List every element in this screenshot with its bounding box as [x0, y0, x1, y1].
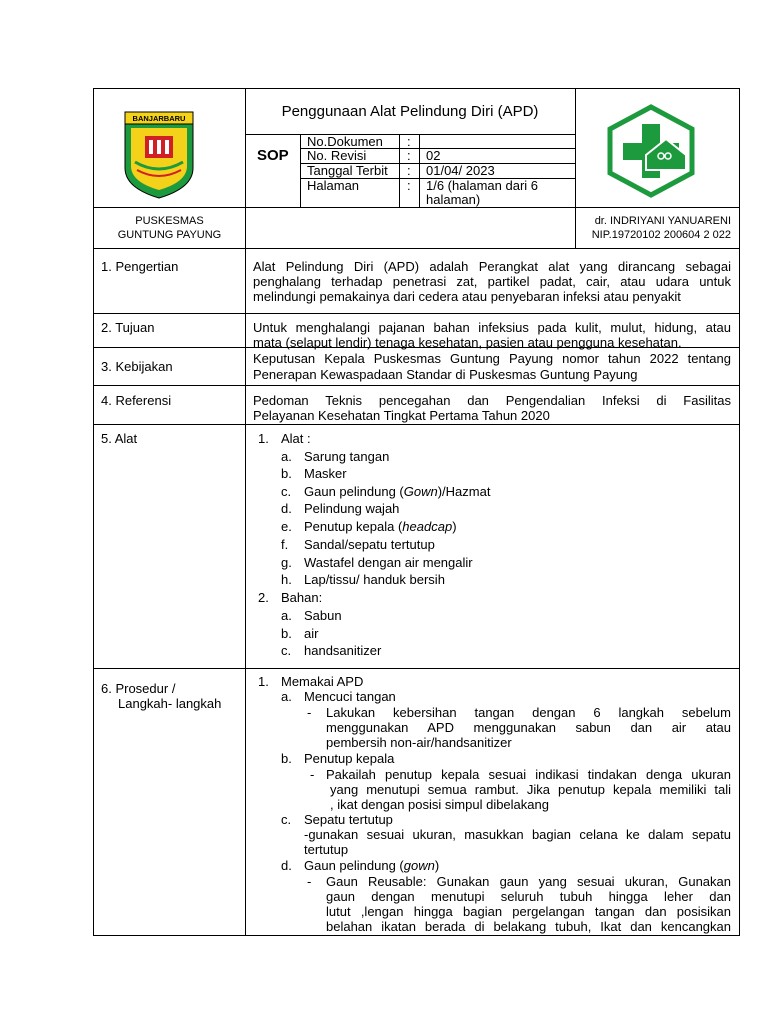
meta-value-halaman-1: 1/6 (halaman dari 6: [426, 178, 539, 193]
alat-item: Sandal/sepatu tertutup: [304, 537, 435, 552]
alat-group2-title: Bahan:: [281, 590, 323, 605]
alat-item-marker: c.: [281, 484, 292, 499]
prosedur-d-line-2: gaun dengan menutupi seluruh tubuh hingga leher dan: [326, 889, 731, 904]
alat-item: Penutup kepala (headcap): [304, 519, 457, 534]
prosedur-a-line-3: pembersih non-air/handsanitizer: [326, 735, 512, 750]
bahan-item: air: [304, 626, 319, 641]
prosedur-a-line-2: menggunakan APD menggunakan sabun dan air atau: [326, 720, 731, 735]
bahan-item: handsanitizer: [304, 643, 382, 658]
alat-item: Sarung tangan: [304, 449, 390, 464]
prosedur-a-line-1: Lakukan kebersihan tangan dengan 6 langkah sebelum: [326, 705, 731, 720]
pengertian-line-1: Alat Pelindung Diri (APD) adalah Perangkat alat yang dirancang sebagai: [253, 259, 731, 274]
banjarbaru-logo: [119, 110, 199, 200]
prosedur-title: Memakai APD: [281, 674, 364, 689]
row-sep-3: [93, 385, 740, 386]
referensi-line-2: Pelayanan Kesehatan Tingkat Pertama Tahun 2020: [253, 408, 550, 423]
prosedur-c-line-1: -gunakan sesuai ukuran, masukkan bagian celana ke dalam sepatu: [304, 827, 731, 842]
meta-label-nodokumen: No.Dokumen: [307, 134, 383, 149]
referensi-line-1: Pedoman Teknis pencegahan dan Pengendalian Infeksi di Fasilitas: [253, 393, 731, 408]
body-divider: [245, 248, 246, 936]
kebijakan-line-1: Keputusan Kepala Puskesmas Guntung Payung nomor tahun 2022 tentang: [253, 351, 731, 366]
signer-name: dr. INDRIYANI YANUARENI: [594, 215, 731, 227]
prosedur-b-line-3: , ikat dengan posisi simpul dibelakang: [330, 797, 549, 812]
border-top: [93, 88, 740, 89]
prosedur-d-line-3: lutut ,lengan hingga bagian pergelangan tangan dan posisikan: [326, 904, 731, 919]
prosedur-d-marker: d.: [281, 858, 292, 873]
prosedur-c-marker: c.: [281, 812, 292, 827]
meta-colon-3: :: [407, 163, 411, 178]
alat-item: Pelindung wajah: [304, 501, 400, 516]
meta-value-halaman-2: halaman): [426, 192, 481, 207]
alat-item-marker: d.: [281, 501, 292, 516]
prosedur-d-line-4: belahan ikatan berada di belakang tubuh, Ikat dan kencangkan: [326, 919, 731, 934]
bahan-item: Sabun: [304, 608, 342, 623]
prosedur-c-title: Sepatu tertutup: [304, 812, 393, 827]
bahan-item-marker: a.: [281, 608, 292, 623]
meta-colon-4: :: [407, 178, 411, 193]
alat-item-marker: g.: [281, 555, 292, 570]
tujuan-line-2: mata (selaput lendir) tenaga kesehatan, pasien atau pengguna kesehatan.: [253, 335, 682, 350]
section-label-prosedur-2: Langkah- langkah: [118, 696, 222, 711]
alat-group1-num: 1.: [258, 431, 269, 446]
document-title: Penggunaan Alat Pelindung Diri (APD): [281, 103, 539, 120]
alat-item: Gaun pelindung (Gown)/Hazmat: [304, 484, 491, 499]
row-sep-5: [93, 668, 740, 669]
bahan-item-marker: c.: [281, 643, 292, 658]
org-name-line2: GUNTUNG PAYUNG: [117, 229, 222, 241]
alat-group1-title: Alat :: [281, 431, 311, 446]
meta-label-tanggal: Tanggal Terbit: [307, 163, 388, 178]
pengertian-line-2: penghalang terhadap penetrasi zat, partikel padat, cair, atau udara untuk: [253, 274, 731, 289]
meta-label-halaman: Halaman: [307, 178, 360, 193]
alat-item-marker: f.: [281, 537, 289, 552]
alat-item-marker: b.: [281, 466, 292, 481]
prosedur-a-title: Mencuci tangan: [304, 689, 396, 704]
kebijakan-line-2: Penerapan Kewaspadaan Standar di Puskesmas Guntung Payung: [253, 367, 638, 382]
meta-colon-1: :: [407, 134, 411, 149]
prosedur-b-dash: -: [310, 767, 315, 782]
prosedur-num: 1.: [258, 674, 269, 689]
row-sep-4: [93, 424, 740, 425]
section-label-pengertian: 1. Pengertian: [101, 259, 179, 274]
header-row-separator: [93, 207, 740, 208]
meta-label-norevisi: No. Revisi: [307, 148, 367, 163]
alat-item: Lap/tissu/ handuk bersih: [304, 572, 445, 587]
row-sep-1: [93, 313, 740, 314]
border-bottom: [93, 935, 740, 936]
signer-nip: NIP.19720102 200604 2 022: [591, 229, 731, 241]
prosedur-b-line-1: Pakailah penutup kepala sesuai indikasi tindakan denga ukuran: [326, 767, 731, 782]
section-label-alat: 5. Alat: [101, 431, 138, 446]
svg-text:BANJARBARU: BANJARBARU: [132, 114, 186, 123]
sop-label: SOP: [257, 147, 289, 164]
border-right: [739, 88, 740, 936]
alat-item-marker: e.: [281, 519, 292, 534]
meta-value-norevisi: 02: [426, 148, 441, 163]
meta-value-tanggal: 01/04/ 2023: [426, 163, 495, 178]
meta-col1: [300, 134, 301, 207]
prosedur-a-marker: a.: [281, 689, 292, 704]
prosedur-c-line-2: tertutup: [304, 842, 349, 857]
alat-item: Wastafel dengan air mengalir: [304, 555, 473, 570]
alat-item-marker: a.: [281, 449, 292, 464]
tujuan-line-1: Untuk menghalangi pajanan bahan infeksius pada kulit, mulut, hidung, atau: [253, 320, 731, 335]
meta-col2: [399, 134, 400, 207]
meta-col3: [419, 134, 420, 207]
alat-item-marker: h.: [281, 572, 292, 587]
alat-group2-num: 2.: [258, 590, 269, 605]
section-label-referensi: 4. Referensi: [101, 393, 172, 408]
prosedur-d-line-1: Gaun Reusable: Gunakan gaun yang sesuai ukuran, Gunakan: [326, 874, 731, 889]
section-label-prosedur-1: 6. Prosedur /: [101, 681, 176, 696]
prosedur-d-title: Gaun pelindung (gown): [304, 858, 440, 873]
prosedur-b-line-2: yang menutupi semua rambut. Jika penutup kepala memiliki tali: [330, 782, 731, 797]
org-name-line1: PUSKESMAS: [135, 215, 204, 227]
prosedur-b-marker: b.: [281, 751, 292, 766]
prosedur-a-dash: -: [307, 705, 312, 720]
section-label-kebijakan: 3. Kebijakan: [101, 359, 173, 374]
prosedur-b-title: Penutup kepala: [304, 751, 395, 766]
meta-colon-2: :: [407, 148, 411, 163]
prosedur-d-dash: -: [307, 874, 312, 889]
section-label-tujuan: 2. Tujuan: [101, 320, 155, 335]
alat-item: Masker: [304, 466, 347, 481]
pengertian-line-3: melindungi pemakainya dari cedera atau penyebaran infeksi atau penyakit: [253, 289, 681, 304]
puskesmas-logo: [606, 104, 696, 198]
bahan-item-marker: b.: [281, 626, 292, 641]
header-bottom-separator: [93, 248, 740, 249]
